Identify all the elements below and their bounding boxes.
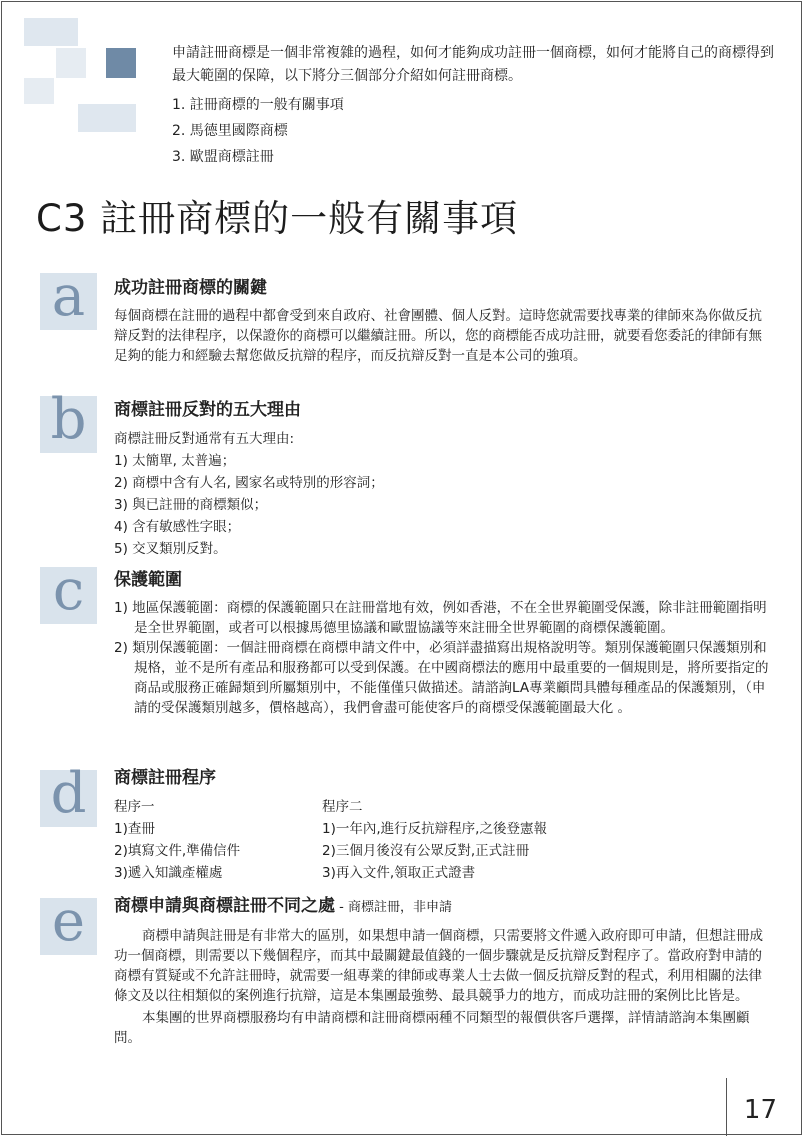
marker-letter: d [50,761,87,826]
list-item: 3. 歐盟商標註冊 [172,149,274,165]
procedure-line: 程序一 [114,799,155,815]
section-marker-d [40,761,97,827]
marker-letter: b [50,387,87,452]
section-heading: 商標註冊程序 [114,768,216,788]
section-marker-e [40,889,97,955]
section-e [114,894,774,1048]
list-item: 1) 太簡單, 太普遍； [114,453,236,469]
list-item: 2) 商標中含有人名, 國家名或特別的形容詞； [114,475,384,491]
intro [172,42,787,170]
section-heading: 成功註冊商標的關鍵 [114,278,267,298]
list-item: 4) 含有敏感性字眼； [114,519,241,535]
section-body: 商標申請與註冊是有非常大的區別，如果想申請一個商標，只需要將文件遞入政府即可申請，但想註冊成功一個商標，則需要以下幾個程序，而其中最關鍵最值錢的一個步驟就是反抗辯反對程序了。當政府對申請的商標有質疑或不允許註冊時，就需要一組專業的律師或專業人士去做一個反抗辯反對的程式，利用相關的法律條文及以往相類似的案例進行抗辯，這是本集團最強勢、最具競爭力的地方，而成功註冊的案例比比皆是。 [114,928,763,1004]
page-title: C3 註冊商標的一般有關事項 [36,197,519,240]
procedure-line: 2)三個月後沒有公眾反對,正式註冊 [322,843,530,859]
marker-letter: a [51,264,86,329]
procedure-column-1 [114,796,322,884]
section-body: 每個商標在註冊的過程中都會受到來自政府、社會團體、個人反對。這時您就需要找專業的律師來為你做反抗辯反對的法律程序，以保證你的商標可以繼續註冊。所以，您的商標能否成功註冊，就要看您委託的律師有無足夠的能力和經驗去幫您做反抗辯的程序，而反抗辯反對一直是本公司的強項。 [114,308,762,364]
page-number: 17 [743,1095,777,1125]
procedure-column-2 [322,796,742,884]
list-item: 2. 馬德里國際商標 [172,123,288,139]
section-heading-sub: - 商標註冊，非申請 [335,900,452,915]
procedure-line: 3)遞入知識產權處 [114,865,223,881]
procedure-line: 3)再入文件,領取正式證書 [322,865,476,881]
intro-paragraph: 申請註冊商標是一個非常複雜的過程，如何才能夠成功註冊一個商標，如何才能將自己的商標得到最大範圍的保障，以下將分三個部分介紹如何註冊商標。 [172,45,774,84]
section-body: 本集團的世界商標服務均有申請商標和註冊商標兩種不同類型的報價供客戶選擇，詳情請諮詢本集團顧問。 [114,1010,750,1046]
section-heading [114,894,774,920]
procedure-line: 程序二 [322,799,363,815]
list-item: 2) 類別保護範圍：一個註冊商標在商標申請文件中，必須詳盡描寫出規格說明等。類別保護範圍只保護類別和規格，並不是所有產品和服務都可以受到保護。在中國商標法的應用中最重要的一個規則是，將所要指定的商品或服務正確歸類到所屬類別中，不能僅僅只做描述。請諮詢LA專業顧問具體每種產品的保護類別，（申請的受保護類別越多，價格越高），我們會盡可能使客戶的商標受保護範圍最大化 。 [114,640,769,716]
procedure-line: 2)填寫文件,準備信件 [114,843,241,859]
decorative-square [24,78,54,104]
section-heading: 商標註冊反對的五大理由 [114,400,301,420]
procedure-line: 1)查冊 [114,821,155,837]
section-heading: 保護範圍 [114,570,182,590]
decorative-square [78,104,136,132]
list-item: 5) 交叉類別反對。 [114,541,227,557]
section-heading-main: 商標申請與商標註冊不同之處 [114,896,335,916]
section-b [114,398,774,560]
intro-list [172,92,787,170]
section-c [114,568,774,718]
section-marker-a [40,264,97,330]
procedure-columns [114,796,774,884]
decorative-square [24,18,78,46]
section-marker-b [40,387,97,453]
list-item: 3) 與已註冊的商標類似； [114,497,268,513]
procedure-line: 1)一年內,進行反抗辯程序,之後登憲報 [322,821,547,837]
section-a [114,276,774,366]
marker-letter: c [52,558,85,623]
section-marker-c [40,558,97,624]
decorative-square [106,48,136,78]
decorative-square [56,48,86,78]
list-item: 1) 地區保護範圍：商標的保護範圍只在註冊當地有效，例如香港，不在全世界範圍受保護，除非註冊範圍指明是全世界範圍，或者可以根據馬德里協議和歐盟協議等來註冊全世界範圍的商標保護範圍。 [114,600,767,636]
section-d [114,766,774,884]
list-item: 1. 註冊商標的一般有關事項 [172,97,344,113]
marker-letter: e [51,889,86,954]
list-item: 商標註冊反對通常有五大理由: [114,431,295,447]
page-number-divider [726,1078,727,1136]
